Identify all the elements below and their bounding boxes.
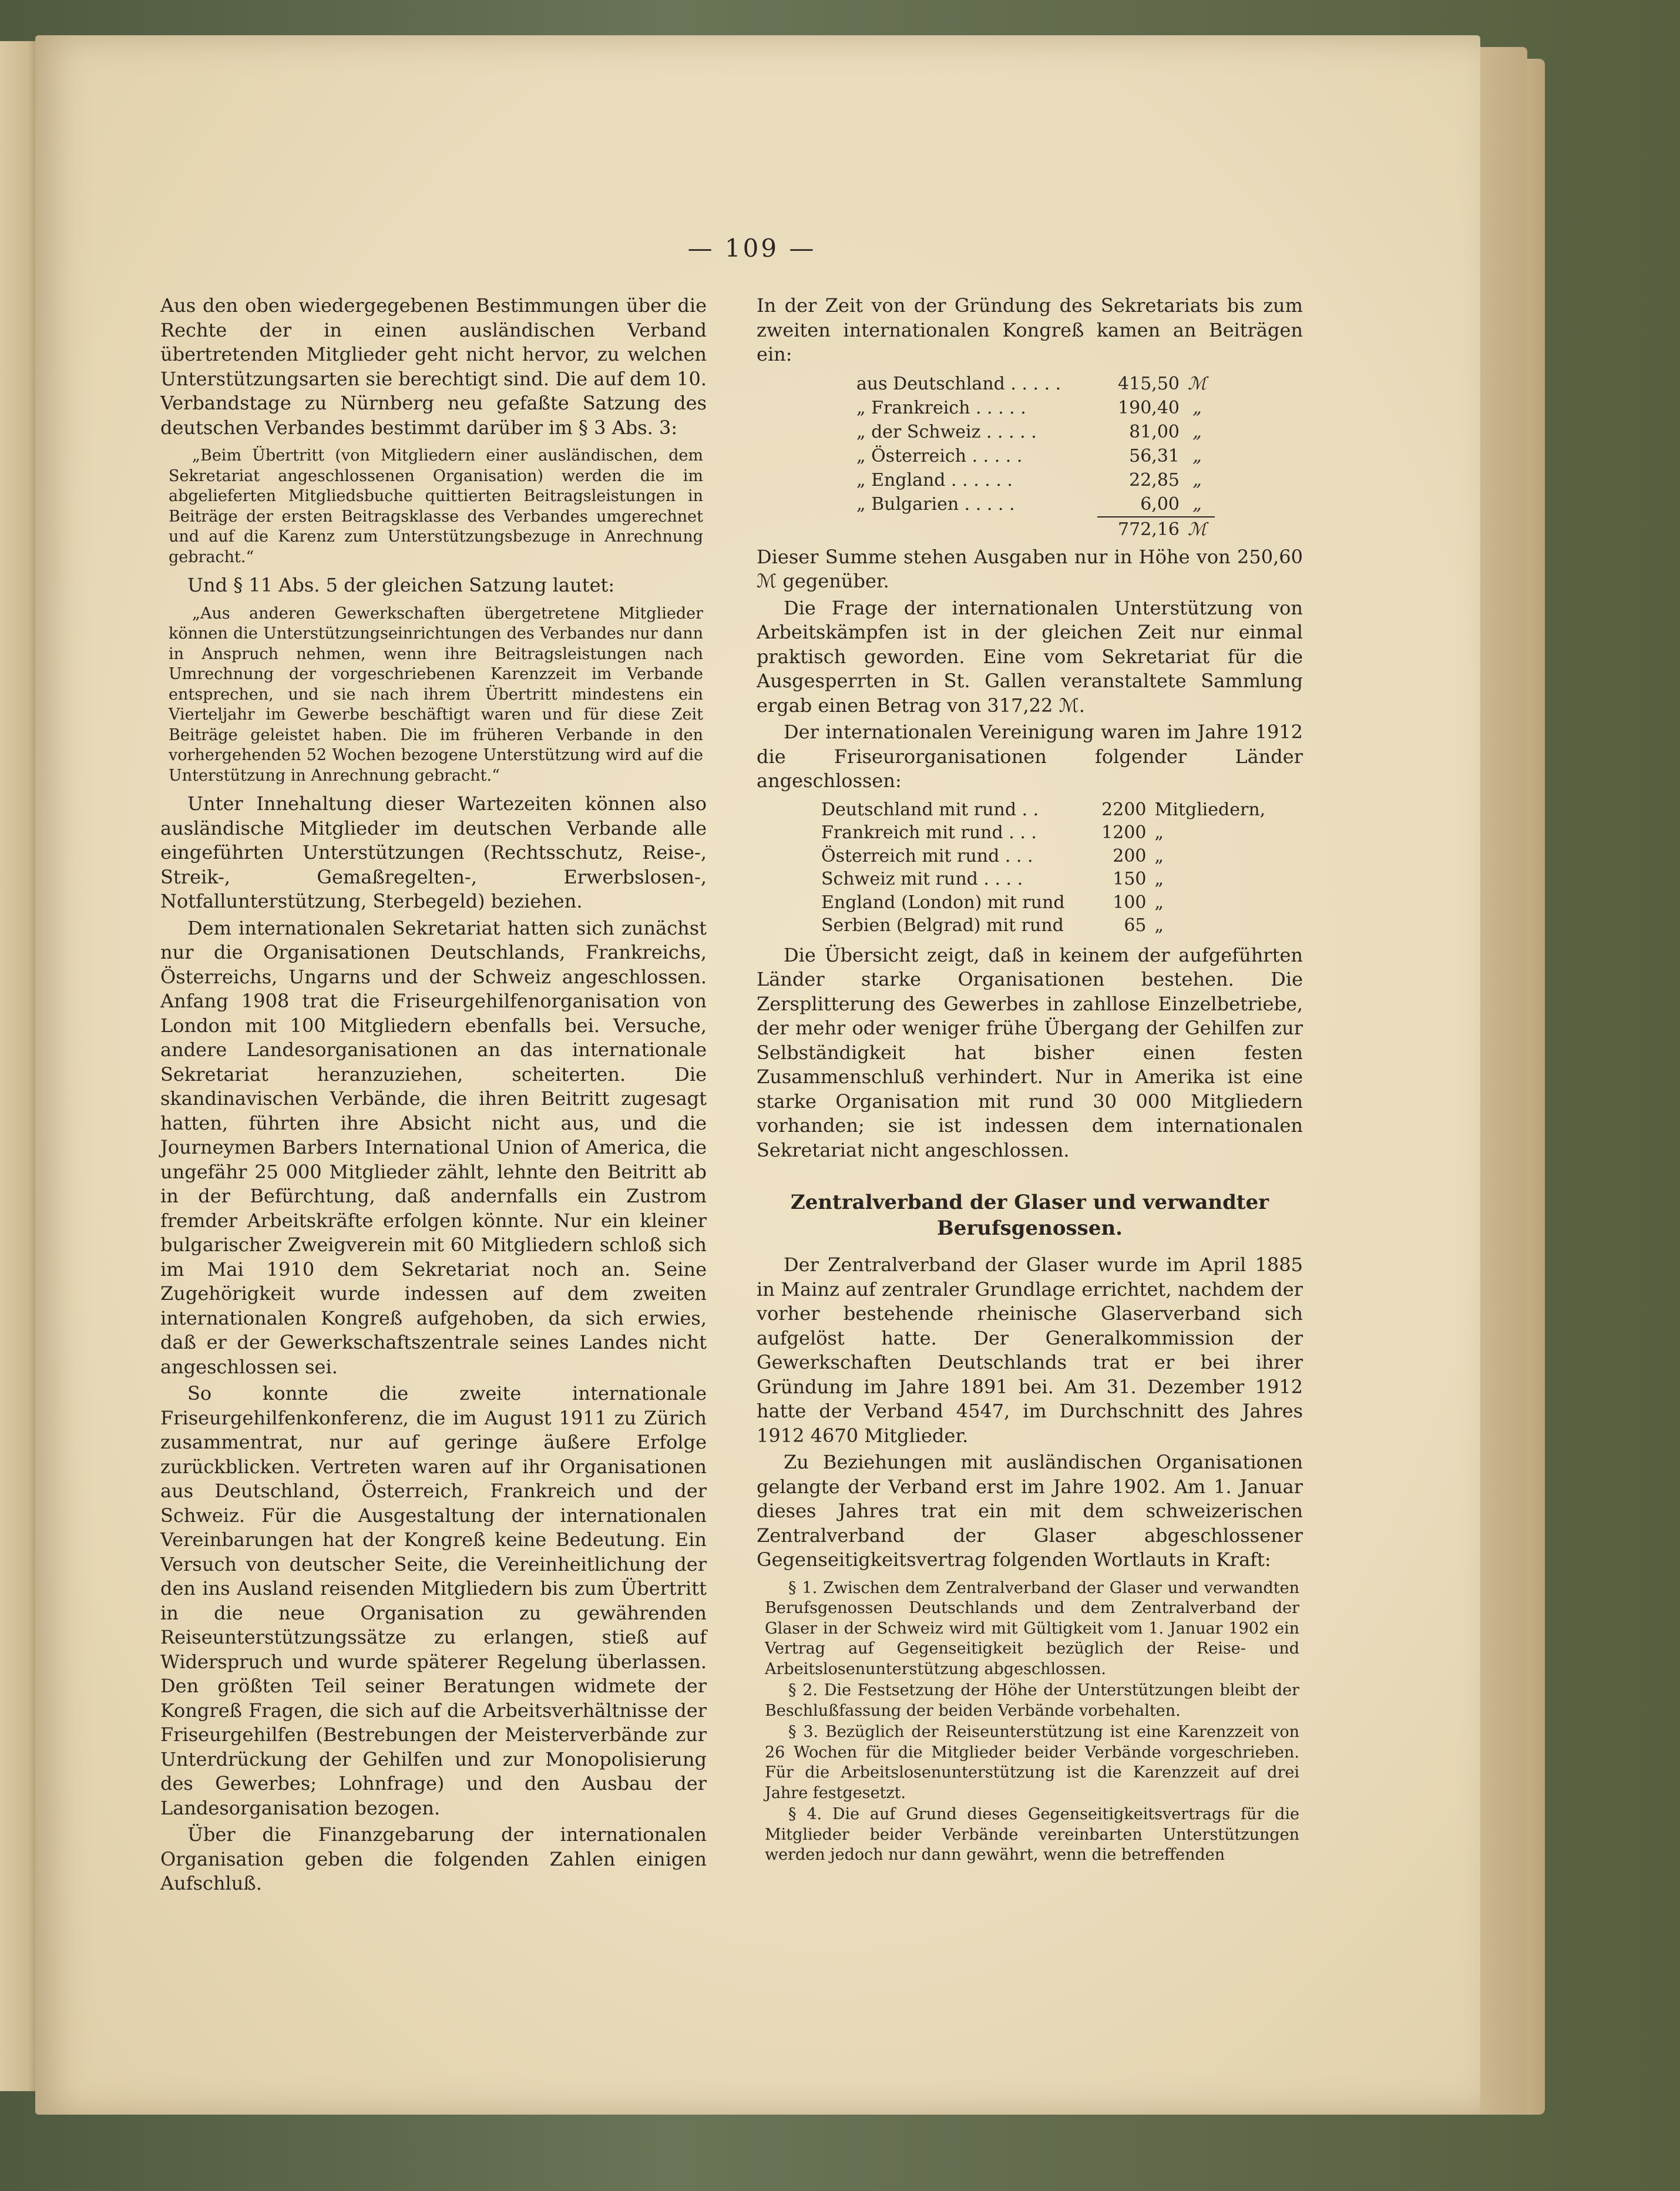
table-row: [856, 444, 1303, 468]
member-count: 100: [1113, 892, 1147, 913]
member-count: 65: [1124, 915, 1147, 936]
member-count: 1200: [1101, 822, 1147, 843]
table-row: [856, 468, 1303, 492]
contrib-country: „ Österreich . . . . .: [856, 445, 1023, 466]
member-count: 200: [1113, 845, 1147, 866]
contrib-amount: 415,50: [1118, 373, 1180, 394]
member-unit: „: [1154, 822, 1164, 843]
contrib-unit: ℳ: [1187, 373, 1207, 394]
table-row: [856, 396, 1303, 420]
contrib-total: 772,16: [1118, 519, 1180, 540]
contrib-amount: 22,85: [1129, 469, 1180, 490]
right-column: [757, 294, 1303, 1866]
contrib-unit: „: [1192, 445, 1202, 466]
membership-table: [821, 798, 1303, 937]
member-unit: „: [1154, 845, 1164, 866]
member-unit: „: [1154, 915, 1164, 936]
paragraph: Dieser Summe stehen Ausgaben nur in Höhe von 250,60 ℳ gegenüber.: [757, 545, 1303, 592]
member-country: Serbien (Belgrad) mit rund: [821, 915, 1064, 936]
paragraph: Die Übersicht zeigt, daß in keinem der aufgeführten Länder starke Organisationen bestehen. Die Zersplitterung des Gewerbes in zahllose Einzelbetriebe, der mehr oder weniger frühe Übergang der Gehilfen zur Selbständigkeit hat bisher einen festen Zusammenschluß verhindert. Nur in Amerika ist eine starke Organisation mit rund 30 000 Mitgliedern vorhanden; sie ist indessen dem internationalen Sekretariat nicht angeschlossen.: [757, 943, 1303, 1161]
quote-paragraph: „Beim Übertritt (von Mitgliedern einer ausländischen, dem Sekretariat angeschlossenen Organisation) werden die im abgelieferten Mitgliedsbuche quittierten Beitragsleistungen in Beiträge der ersten Beitragsklasse des Verbandes umgerechnet und auf die Karenz zum Unterstützungsbezuge in Anrechnung gebracht.“: [169, 446, 703, 566]
table-row: [856, 492, 1303, 516]
member-unit: Mitgliedern,: [1154, 799, 1266, 820]
member-unit: „: [1154, 869, 1164, 889]
member-count: 2200: [1101, 799, 1147, 820]
contrib-country: „ England . . . . . .: [856, 469, 1013, 490]
paragraph: Und § 11 Abs. 5 der gleichen Satzung lautet:: [187, 574, 615, 596]
quote-paragraph: § 3. Bezüglich der Reiseunterstützung ist eine Karenzzeit von 26 Wochen für die Mitglieder beider Verbände vorgeschrieben. Für die Arbeitslosenunterstützung ist die Karenzzeit auf drei Jahre festgesetzt.: [765, 1723, 1299, 1802]
table-row: [821, 821, 1303, 845]
book-page: [35, 35, 1480, 2115]
table-row: [821, 868, 1303, 891]
contrib-country: aus Deutschland . . . . .: [856, 373, 1061, 394]
table-row: [856, 420, 1303, 444]
paragraph: Der internationalen Vereinigung waren im Jahre 1912 die Friseurorganisationen folgender Länder angeschlossen:: [757, 721, 1303, 792]
quote-paragraph: § 1. Zwischen dem Zentralverband der Glaser und verwandten Berufsgenossen Deutschlands und dem Zentralverband der Glaser in der Schweiz wird mit Gültigkeit vom 1. Januar 1902 ein Vertrag auf Gegenseitigkeit bezüglich der Reise- und Arbeitslosenunterstützung abgeschlossen.: [765, 1578, 1299, 1678]
contrib-amount: 81,00: [1129, 421, 1180, 442]
member-count: 150: [1113, 869, 1147, 889]
table-row: [821, 891, 1303, 915]
member-country: Schweiz mit rund . . . .: [821, 869, 1023, 889]
member-country: England (London) mit rund: [821, 892, 1065, 913]
contrib-country: „ der Schweiz . . . . .: [856, 421, 1037, 442]
member-country: Deutschland mit rund . .: [821, 799, 1039, 820]
left-column: [160, 294, 707, 1896]
paragraph: Der Zentralverband der Glaser wurde im April 1885 in Mainz auf zentraler Grundlage errichtet, nachdem der vorher bestehende rheinische Glaserverband sich aufgelöst hatte. Der Generalkommission der Gewerkschaften Deutschlands trat er bei ihrer Gründung im Jahre 1891 bei. Am 31. Dezember 1912 hatte der Verband 4547, im Durchschnitt des Jahres 1912 4670 Mitglieder.: [757, 1254, 1303, 1447]
contrib-amount: 6,00: [1140, 493, 1180, 515]
contrib-unit: „: [1192, 397, 1202, 418]
table-row: [821, 845, 1303, 868]
contrib-amount: 190,40: [1118, 397, 1180, 418]
quote-paragraph: „Aus anderen Gewerkschaften übergetretene Mitglieder können die Unterstützungseinrichtungen des Verbandes nur dann in Anspruch nehmen, wenn ihre Beitragsleistungen nach Umrechnung der vorgeschriebenen Karenzzeit im Verbande entsprechen, und sie nach ihrem Übertritt mindestens ein Vierteljahr im Gewerbe beschäftigt waren und für diese Zeit Beiträge geleistet haben. Die im früheren Verbande in den vorhergehenden 52 Wochen bezogene Unterstützung wird auf die Unterstützung in Anrechnung gebracht.“: [169, 604, 703, 785]
table-row: [856, 372, 1303, 396]
member-country: Österreich mit rund . . .: [821, 845, 1033, 866]
paragraph: Die Frage der internationalen Unterstützung von Arbeitskämpfen ist in der gleichen Zeit nur einmal praktisch geworden. Eine vom Sekretariat für die Ausgesperrten in St. Gallen veranstaltete Sammlung ergab einen Betrag von 317,22 ℳ.: [757, 596, 1303, 717]
quote-paragraph: § 2. Die Festsetzung der Höhe der Unterstützungen bleibt der Beschlußfassung der beiden Verbände vorbehalten.: [765, 1681, 1299, 1720]
paragraph: So konnte die zweite internationale Friseurgehilfenkonferenz, die im August 1911 zu Zürich zusammentrat, nur auf geringe äußere Erfolge zurückblicken. Vertreten waren auf ihr Organisationen aus Deutschland, Österreich, Frankreich und der Schweiz. Für die Ausgestaltung der internationalen Vereinbarungen hat der Kongreß keine Bedeutung. Ein Versuch von deutscher Seite, die Vereinheitlichung der den ins Ausland reisenden Mitgliedern bis zum Übertritt in die neue Organisation zu gewährenden Reiseunterstützungssätze zu erlangen, stieß auf Widerspruch und wurde späterer Regelung überlassen. Den größten Teil seiner Beratungen widmete der Kongreß Fragen, die sich auf die Arbeitsverhältnisse der Friseurgehilfen (Bestrebungen der Meisterverbände zur Unterdrückung der Gehilfen und zur Monopolisierung des Gewerbes; Lohnfrage) und den Ausbau der Landesorganisation bezogen.: [160, 1382, 707, 1819]
paragraph: Über die Finanzgebarung der internationalen Organisation geben die folgenden Zahlen einigen Aufschluß.: [160, 1823, 707, 1894]
quote-paragraph: § 4. Die auf Grund dieses Gegenseitigkeitsvertrags für die Mitglieder beider Verbände vereinbarten Unterstützungen werden jedoch nur dann gewährt, wenn die betreffenden: [765, 1805, 1299, 1864]
contrib-country: „ Bulgarien . . . . .: [856, 493, 1015, 515]
page-number: — 109 —: [687, 234, 817, 263]
table-row: [821, 914, 1303, 937]
paragraph: Dem internationalen Sekretariat hatten sich zunächst nur die Organisationen Deutschlands, Frankreichs, Österreichs, Ungarns und der Schweiz angeschlossen. Anfang 1908 trat die Friseurgehilfenorganisation von London mit 100 Mitgliedern ebenfalls bei. Versuche, andere Landesorganisationen an das internationale Sekretariat heranzuziehen, scheiterten. Die skandinavischen Verbände, die ihren Beitritt zugesagt hatten, führten ihre Absicht nicht aus, und die Journeymen Barbers International Union of America, die ungefähr 25 000 Mitglieder zählt, lehnte den Beitritt ab in der Befürchtung, daß andernfalls ein Zustrom fremder Arbeitskräfte erfolgen könnte. Nur ein kleiner bulgarischer Zweigverein mit 60 Mitgliedern schloß sich im Mai 1910 dem Sekretariat noch an. Seine Zugehörigkeit wurde indessen auf dem zweiten internationalen Kongreß aufgehoben, da sich erwies, daß er der Gewerkschaftszentrale seines Landes nicht angeschlossen sei.: [160, 916, 707, 1378]
paragraph: In der Zeit von der Gründung des Sekretariats bis zum zweiten internationalen Kongreß kamen an Beiträgen ein:: [757, 294, 1303, 365]
contributions-table: [856, 372, 1303, 542]
contrib-amount: 56,31: [1129, 445, 1180, 466]
contrib-unit: „: [1192, 421, 1202, 442]
contrib-unit: „: [1192, 493, 1202, 515]
paragraph: Zu Beziehungen mit ausländischen Organisationen gelangte der Verband erst im Jahre 1902. Am 1. Januar dieses Jahres trat ein mit dem schweizerischen Zentralverband der Glaser abgeschlossener Gegenseitigkeitsvertrag folgenden Wortlauts in Kraft:: [757, 1451, 1303, 1571]
table-row: [821, 798, 1303, 822]
member-country: Frankreich mit rund . . .: [821, 822, 1037, 843]
contrib-country: „ Frankreich . . . . .: [856, 397, 1026, 418]
member-unit: „: [1154, 892, 1164, 913]
paragraph: Aus den oben wiedergegebenen Bestimmungen über die Rechte der in einen ausländischen Verband übertretenden Mitglieder geht nicht hervor, zu welchen Unterstützungsarten sie berechtigt sind. Die auf dem 10. Verbandstage zu Nürnberg neu gefaßte Satzung des deutschen Verbandes bestimmt darüber im § 3 Abs. 3:: [160, 294, 707, 439]
contrib-total-unit: ℳ: [1187, 519, 1207, 540]
contrib-total-row: [1097, 516, 1215, 542]
paragraph: Unter Innehaltung dieser Wartezeiten können also ausländische Mitglieder im deutschen Verbande alle eingeführten Unterstützungen (Rechtsschutz, Reise-, Streik-, Gemaßregelten-, Erwerbslosen-, Notfallunterstützung, Sterbegeld) beziehen.: [160, 792, 707, 912]
section-heading: Zentralverband der Glaser und verwandter Berufsgenossen.: [790, 1191, 1269, 1240]
contrib-unit: „: [1192, 469, 1202, 490]
